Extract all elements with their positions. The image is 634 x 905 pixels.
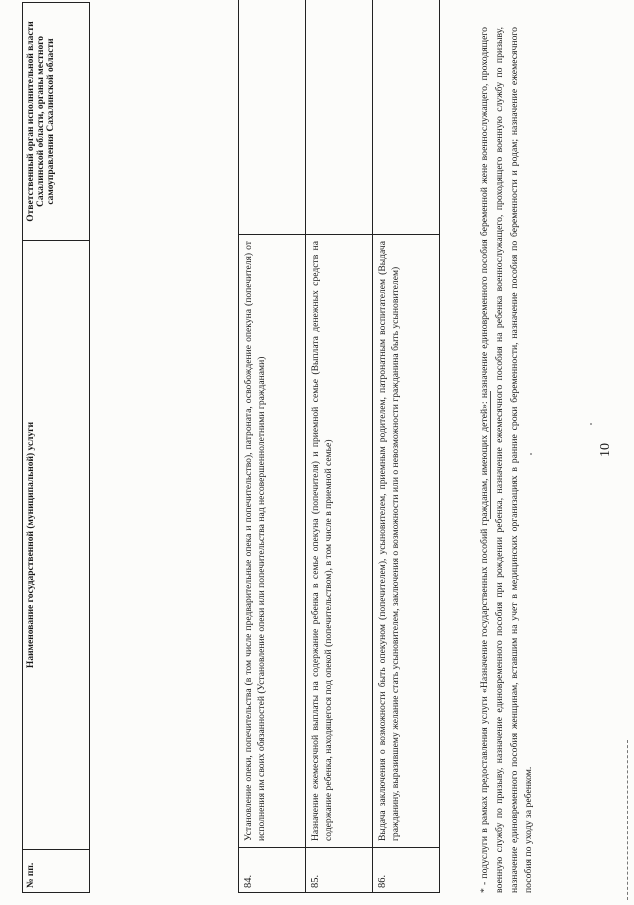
- responsible-body: [373, 0, 440, 235]
- table-row: [239, 0, 306, 893]
- scan-speck: [590, 423, 592, 425]
- header-num: № пп.: [23, 850, 90, 893]
- responsible-body: [239, 0, 306, 235]
- services-table: [238, 0, 440, 893]
- table-header: [22, 2, 90, 893]
- table-row: [306, 0, 373, 893]
- header-responsible-body: Ответственный орган исполнительной власти Сахалинской области, органы местного самоуправления Сахалинской области: [23, 3, 90, 241]
- service-name: Выдача заключения о возможности быть опекуном (попечителем), усыновителем, приемным родителем, патронатным воспитателем (Выдача гражданину, выразившему желание стать усыновителем, заключения о возможности или о невозможности гражданина быть усыновителем): [373, 235, 440, 848]
- table-row: [373, 0, 440, 893]
- responsible-body: [306, 0, 373, 235]
- service-name: Назначение ежемесячной выплаты на содержание ребенка в семье опекуна (попечителя) и приемной семье (Выплата денежных средств на содержание ребенка, находящегося под опекой (попечительством), в том числе в приемной семье): [306, 235, 373, 848]
- row-number: 85.: [306, 848, 373, 893]
- row-number: 86.: [373, 848, 440, 893]
- scan-speck: [530, 453, 532, 455]
- footnote: * - подуслуги в рамках предоставления услуги «Назначение государственных пособий гражданам, имеющих детей»: назначение единовременного пособия беременной жене военнослужащего, проходящего военную службу по призыву, назначение единовременного пособия при рождении ребенка, назначение ежемесячного пособия на ребенка военнослужащего, проходящего военную службу по призыву, назначение единовременного пособия женщинам, вставшим на учет в медицинских организациях в ранние сроки беременности, назначение пособия по беременности и родам; назначение ежемесячного пособия по уходу за ребенком.: [479, 27, 535, 893]
- scan-edge-mark: [627, 740, 628, 900]
- row-number: 84.: [239, 848, 306, 893]
- service-name: Установление опеки, попечительства (в том числе предварительные опека и попечительство), патроната, освобождение опекуна (попечителя) от исполнения им своих обязанностей (Установление опеки или попечительства над несовершеннолетними гражданами): [239, 235, 306, 848]
- header-service-name: Наименование государственной (муниципальной) услуги: [23, 241, 90, 850]
- page-number: 10: [598, 443, 613, 457]
